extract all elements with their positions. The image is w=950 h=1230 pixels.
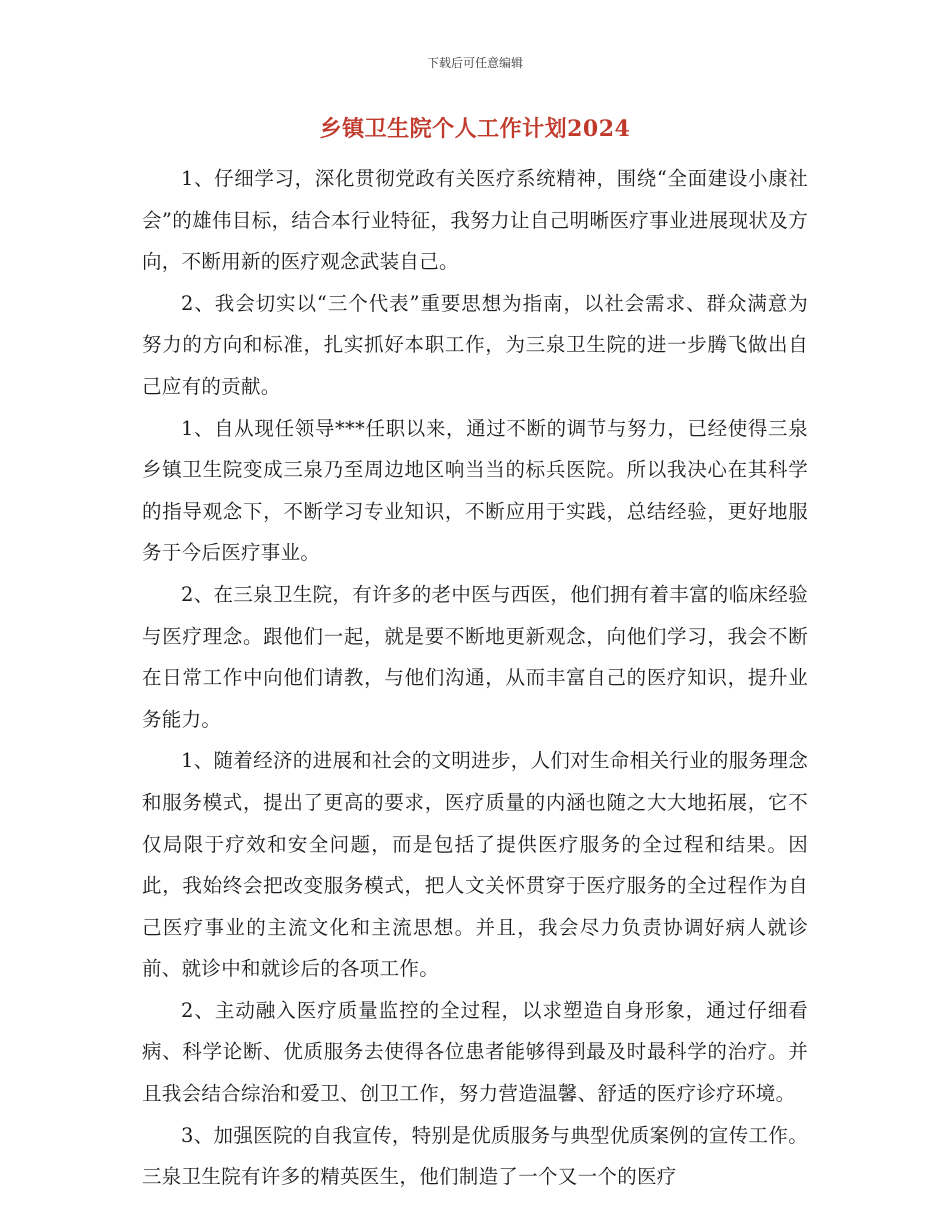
paragraph: 1、自从现任领导***任职以来，通过不断的调节与努力，已经使得三泉乡镇卫生院变成三泉乃至周边地区响当当的标兵医院。所以我决心在其科学的指导观念下，不断学习专业知识，不断应用于实践，总结经验，更好地服务于今后医疗事业。 (142, 416, 808, 565)
header-note: 下载后可任意编辑 (426, 56, 523, 70)
document-body (142, 158, 808, 1198)
paragraph: 3、加强医院的自我宣传，特别是优质服务与典型优质案例的宣传工作。三泉卫生院有许多的精英医生，他们制造了一个又一个的医疗 (142, 1123, 808, 1189)
document-title: 乡镇卫生院个人工作计划2024 (319, 116, 631, 142)
paragraph: 2、在三泉卫生院，有许多的老中医与西医，他们拥有着丰富的临床经验与医疗理念。跟他们一起，就是要不断地更新观念，向他们学习，我会不断在日常工作中向他们请教，与他们沟通，从而丰富自己的医疗知识，提升业务能力。 (142, 582, 808, 731)
paragraph: 2、我会切实以“三个代表”重要思想为指南，以社会需求、群众满意为努力的方向和标准，扎实抓好本职工作，为三泉卫生院的进一步腾飞做出自己应有的贡献。 (142, 291, 808, 398)
paragraph: 1、仔细学习，深化贯彻党政有关医疗系统精神，围绕“全面建设小康社会”的雄伟目标，结合本行业特征，我努力让自己明晰医疗事业进展现状及方向，不断用新的医疗观念武装自己。 (142, 167, 808, 274)
paragraph: 1、随着经济的进展和社会的文明进步，人们对生命相关行业的服务理念和服务模式，提出了更高的要求，医疗质量的内涵也随之大大地拓展，它不仅局限于疗效和安全问题，而是包括了提供医疗服务的全过程和结果。因此，我始终会把改变服务模式，把人文关怀贯穿于医疗服务的全过程作为自己医疗事业的主流文化和主流思想。并且，我会尽力负责协调好病人就诊前、就诊中和就诊后的各项工作。 (142, 749, 808, 981)
paragraph: 2、主动融入医疗质量监控的全过程，以求塑造自身形象，通过仔细看病、科学论断、优质服务去使得各位患者能够得到最及时最科学的治疗。并且我会结合综治和爱卫、创卫工作，努力营造温馨、舒适的医疗诊疗环境。 (142, 998, 808, 1106)
